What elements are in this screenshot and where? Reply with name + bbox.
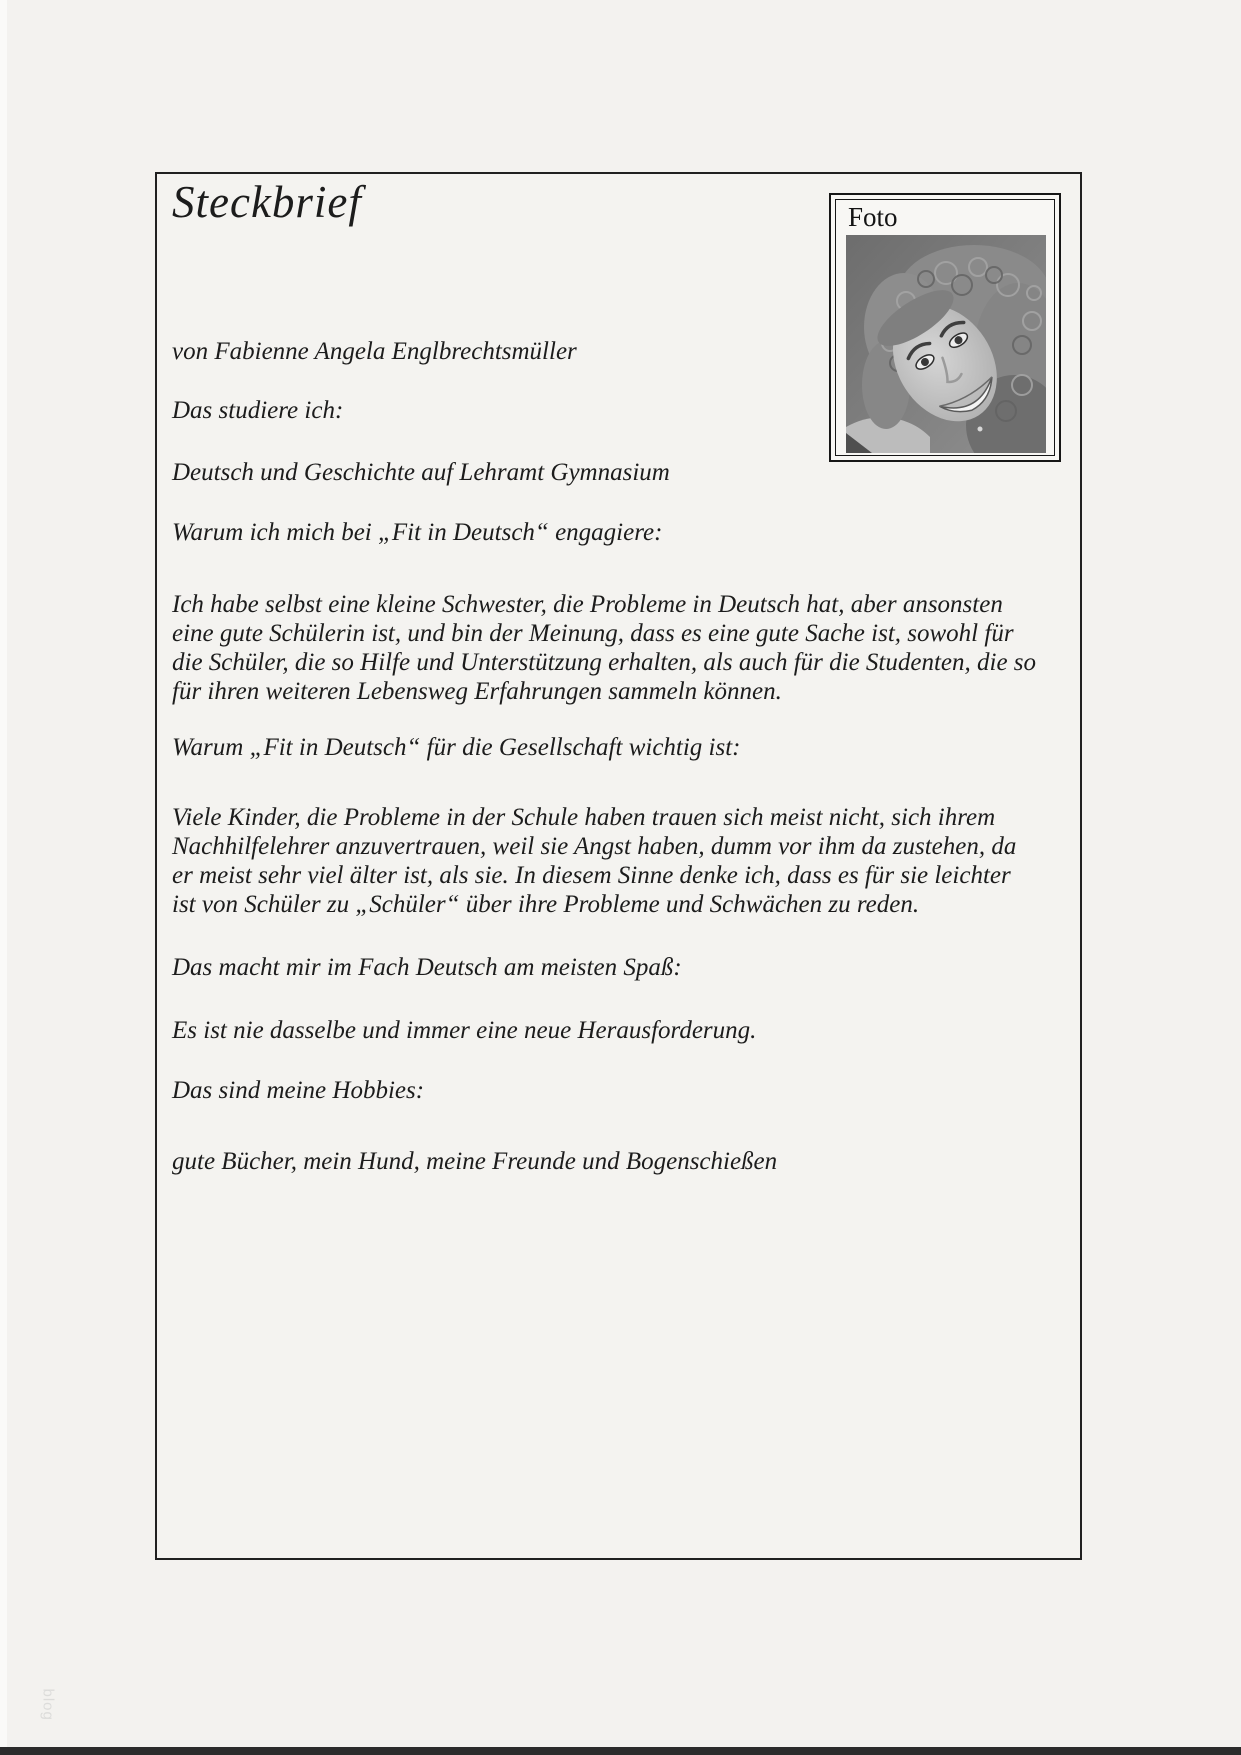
paragraph-line: er meist sehr viel älter ist, als sie. In diesem Sinne denke ich, dass es für sie leichter bbox=[172, 862, 1011, 889]
text-line-hobbies-answer: gute Bücher, mein Hund, meine Freunde und Bogenschießen bbox=[172, 1148, 778, 1175]
section-heading-studies: Das studiere ich: bbox=[172, 397, 344, 424]
paragraph-line: Nachhilfelehrer anzuvertrauen, weil sie Angst haben, dumm vor ihm da zustehen, da bbox=[172, 833, 1017, 860]
section-heading-fun: Das macht mir im Fach Deutsch am meisten Spaß: bbox=[172, 954, 682, 981]
watermark: blog bbox=[39, 1688, 57, 1721]
byline: von Fabienne Angela Englbrechtsmüller bbox=[172, 338, 577, 365]
section-heading-hobbies: Das sind meine Hobbies: bbox=[172, 1077, 425, 1104]
paragraph-engagement bbox=[172, 590, 1072, 706]
bottom-bar bbox=[0, 1747, 1241, 1755]
section-heading-engagement: Warum ich mich bei „Fit in Deutsch“ engagiere: bbox=[172, 519, 663, 546]
section-heading-society: Warum „Fit in Deutsch“ für die Gesellschaft wichtig ist: bbox=[172, 734, 741, 761]
photo-label: Foto bbox=[848, 202, 898, 232]
paragraph-line: Viele Kinder, die Probleme in der Schule haben trauen sich meist nicht, sich ihrem bbox=[172, 804, 996, 831]
paragraph-line: die Schüler, die so Hilfe und Unterstützung erhalten, als auch für die Studenten, die so bbox=[172, 649, 1037, 676]
paragraph-line: für ihren weiteren Lebensweg Erfahrungen sammeln können. bbox=[172, 678, 782, 705]
paragraph-line: Ich habe selbst eine kleine Schwester, die Probleme in Deutsch hat, aber ansonsten bbox=[172, 591, 1003, 618]
text-line-fun-answer: Es ist nie dasselbe und immer eine neue Herausforderung. bbox=[172, 1017, 757, 1044]
paragraph-society bbox=[172, 803, 1072, 919]
text-line-studies-answer: Deutsch und Geschichte auf Lehramt Gymnasium bbox=[172, 459, 670, 486]
paragraph-line: ist von Schüler zu „Schüler“ über ihre Probleme und Schwächen zu reden. bbox=[172, 891, 920, 918]
page-edge bbox=[0, 0, 7, 1755]
paragraph-line: eine gute Schülerin ist, und bin der Meinung, dass es eine gute Sache ist, sowohl für bbox=[172, 620, 1014, 647]
page-title: Steckbrief bbox=[172, 177, 362, 227]
